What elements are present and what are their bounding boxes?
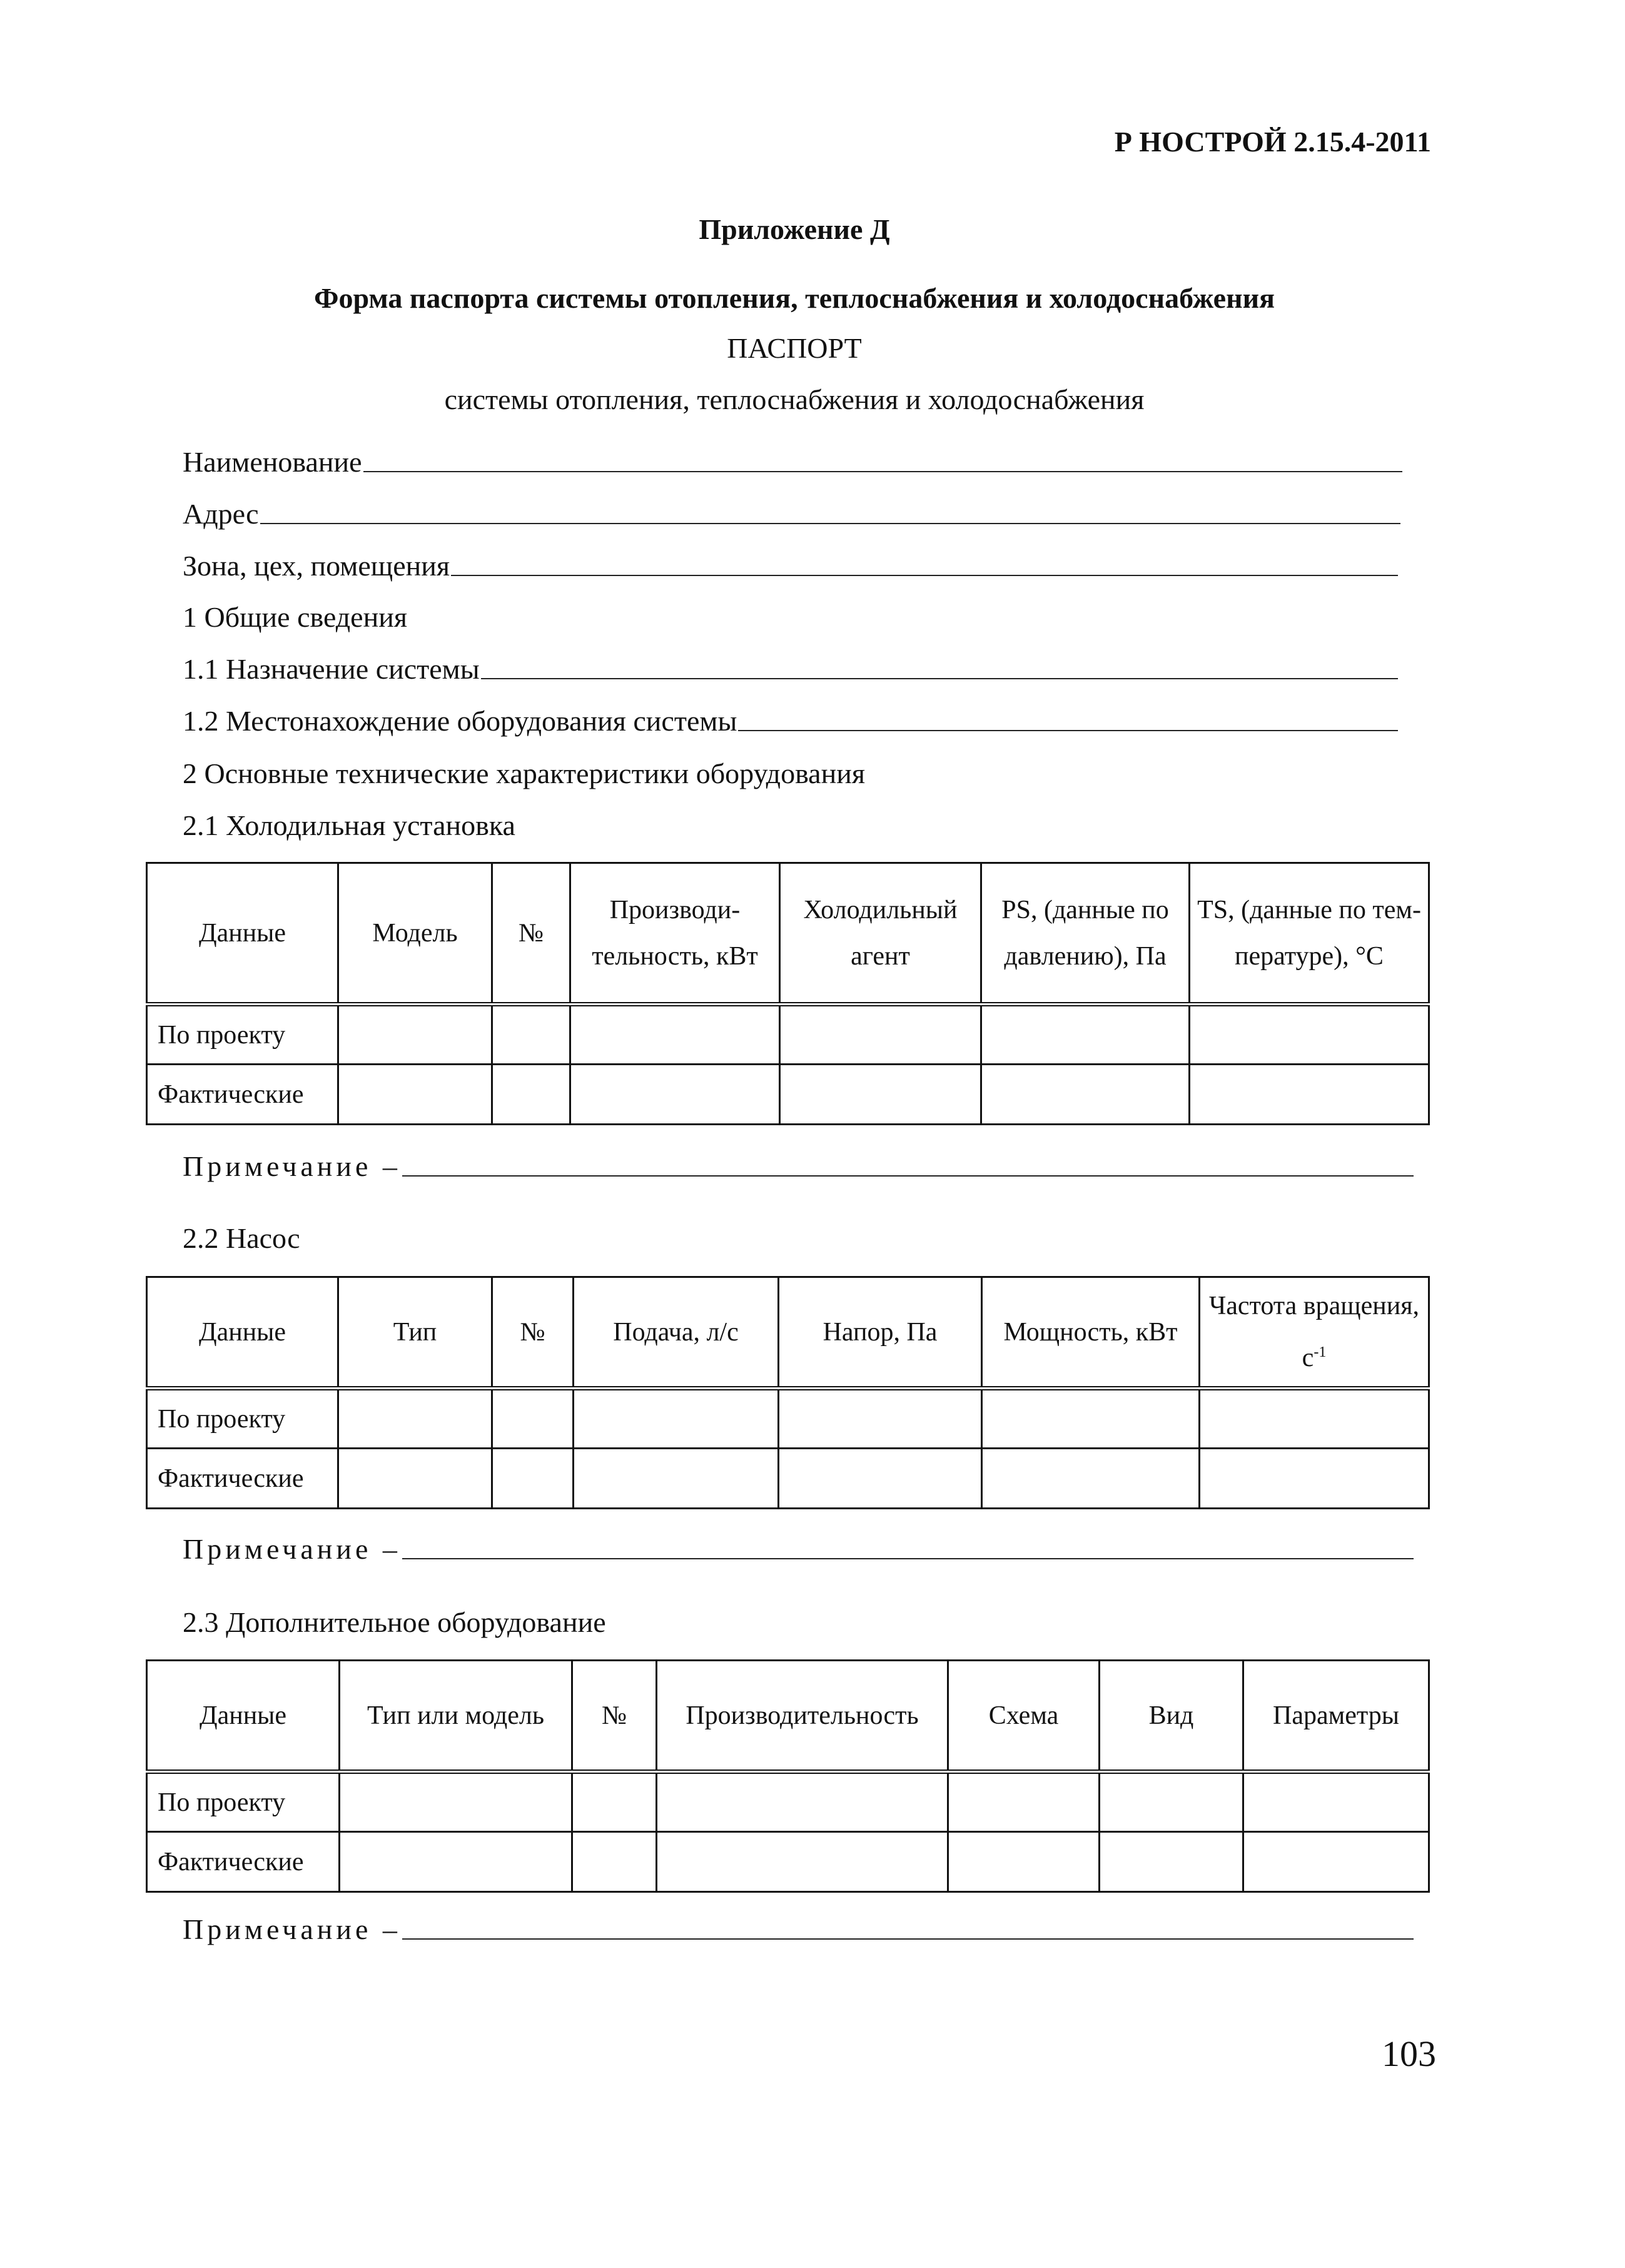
table-cell[interactable]	[657, 1772, 948, 1832]
table-row	[147, 1005, 1429, 1065]
table-cell[interactable]	[1243, 1832, 1429, 1892]
page-number: 103	[1382, 2033, 1436, 2074]
note-label: Примечание –	[183, 1533, 401, 1565]
zone-field	[183, 549, 1398, 582]
table-cell[interactable]	[779, 1389, 982, 1449]
header-cell: Мощность, кВт	[982, 1277, 1200, 1389]
header-cell: №	[492, 863, 570, 1005]
header-cell: №	[572, 1661, 657, 1772]
pump-table	[146, 1276, 1430, 1509]
purpose-field-line[interactable]	[481, 674, 1398, 679]
table-row	[147, 1389, 1429, 1449]
name-field	[183, 445, 1402, 478]
row-label: Фактические	[147, 1832, 340, 1892]
row-label: По проекту	[147, 1005, 338, 1065]
note-label: Примечание –	[183, 1913, 401, 1945]
table-cell[interactable]	[572, 1772, 657, 1832]
table-cell[interactable]	[338, 1065, 492, 1125]
table-cell[interactable]	[338, 1449, 492, 1509]
document-code: Р НОСТРОЙ 2.15.4-2011	[1114, 126, 1431, 158]
form-title: Форма паспорта системы отопления, теплоснабжения и холодоснабжения	[314, 282, 1275, 314]
table-cell[interactable]	[1200, 1389, 1429, 1449]
zone-field-line[interactable]	[451, 571, 1398, 576]
table-cell[interactable]	[780, 1065, 981, 1125]
table-cell[interactable]	[780, 1005, 981, 1065]
location-field-line[interactable]	[738, 726, 1398, 731]
purpose-field	[183, 652, 1398, 686]
header-cell: TS, (данные по тем-пературе), °С	[1190, 863, 1429, 1005]
table-cell[interactable]	[1243, 1772, 1429, 1832]
header-cell: Вид	[1100, 1661, 1243, 1772]
table-cell[interactable]	[982, 1389, 1200, 1449]
header-cell: Тип	[338, 1277, 492, 1389]
table-header-row	[147, 863, 1429, 1005]
header-cell: Производительность	[657, 1661, 948, 1772]
note-3	[183, 1913, 1414, 1946]
location-field-label: 1.2 Местонахождение оборудования системы	[183, 705, 737, 737]
table-cell[interactable]	[574, 1389, 779, 1449]
freq-exponent: -1	[1314, 1344, 1327, 1360]
row-label: По проекту	[147, 1389, 338, 1449]
header-cell: Модель	[338, 863, 492, 1005]
table1-title: 2.1 Холодильная установка	[183, 809, 515, 841]
header-cell: Производи-тельность, кВт	[570, 863, 780, 1005]
purpose-field-label: 1.1 Назначение системы	[183, 653, 480, 685]
table-cell[interactable]	[570, 1065, 780, 1125]
passport-subtitle: системы отопления, теплоснабжения и холодоснабжения	[444, 383, 1145, 415]
table-header-row	[147, 1661, 1429, 1772]
table2-title: 2.2 Насос	[183, 1222, 300, 1254]
table-cell[interactable]	[1100, 1772, 1243, 1832]
table-cell[interactable]	[948, 1832, 1100, 1892]
header-cell: PS, (данные по давлению), Па	[981, 863, 1190, 1005]
header-cell: Данные	[147, 1661, 340, 1772]
header-cell: Тип или модель	[340, 1661, 572, 1772]
name-field-line[interactable]	[363, 467, 1402, 472]
table-cell[interactable]	[338, 1389, 492, 1449]
address-field-label: Адрес	[183, 498, 259, 530]
name-field-label: Наименование	[183, 446, 362, 478]
header-cell: Схема	[948, 1661, 1100, 1772]
table-row	[147, 1065, 1429, 1125]
header-cell: Данные	[147, 863, 338, 1005]
table-cell[interactable]	[1200, 1449, 1429, 1509]
table-cell[interactable]	[574, 1449, 779, 1509]
additional-equipment-table	[146, 1659, 1430, 1893]
refrigeration-table	[146, 862, 1430, 1125]
header-cell: Подача, л/с	[574, 1277, 779, 1389]
note-2	[183, 1532, 1414, 1566]
table-cell[interactable]	[657, 1832, 948, 1892]
table-row	[147, 1449, 1429, 1509]
table-cell[interactable]	[340, 1832, 572, 1892]
header-cell: Напор, Па	[779, 1277, 982, 1389]
table-cell[interactable]	[948, 1772, 1100, 1832]
header-cell: Параметры	[1243, 1661, 1429, 1772]
note-label: Примечание –	[183, 1150, 401, 1182]
header-cell	[1200, 1277, 1429, 1389]
table-row	[147, 1772, 1429, 1832]
table3-title: 2.3 Дополнительное оборудование	[183, 1606, 606, 1638]
table-cell[interactable]	[1190, 1005, 1429, 1065]
table-cell[interactable]	[492, 1005, 570, 1065]
row-label: Фактические	[147, 1065, 338, 1125]
section2-title: 2 Основные технические характеристики оборудования	[183, 757, 865, 789]
table-cell[interactable]	[492, 1065, 570, 1125]
note-line[interactable]	[402, 1554, 1414, 1559]
row-label: Фактические	[147, 1449, 338, 1509]
table-cell[interactable]	[981, 1005, 1190, 1065]
table-cell[interactable]	[340, 1772, 572, 1832]
passport-title: ПАСПОРТ	[727, 332, 862, 364]
note-1	[183, 1150, 1414, 1183]
table-cell[interactable]	[570, 1005, 780, 1065]
table-cell[interactable]	[1190, 1065, 1429, 1125]
note-line[interactable]	[402, 1935, 1414, 1940]
row-label: По проекту	[147, 1772, 340, 1832]
address-field	[183, 497, 1400, 530]
header-cell: №	[492, 1277, 574, 1389]
header-cell: Холодильный агент	[780, 863, 981, 1005]
note-line[interactable]	[402, 1172, 1414, 1177]
table-cell[interactable]	[338, 1005, 492, 1065]
appendix-title: Приложение Д	[699, 213, 890, 245]
table-row	[147, 1832, 1429, 1892]
header-cell: Данные	[147, 1277, 338, 1389]
table-cell[interactable]	[982, 1449, 1200, 1509]
table-cell[interactable]	[779, 1449, 982, 1509]
freq-label: Частота вращения, с	[1208, 1292, 1420, 1372]
location-field	[183, 704, 1398, 737]
table-cell[interactable]	[492, 1389, 574, 1449]
table-cell[interactable]	[572, 1832, 657, 1892]
zone-field-label: Зона, цех, помещения	[183, 550, 450, 582]
table-cell[interactable]	[981, 1065, 1190, 1125]
table-cell[interactable]	[1100, 1832, 1243, 1892]
table-header-row	[147, 1277, 1429, 1389]
section1-title: 1 Общие сведения	[183, 601, 407, 633]
address-field-line[interactable]	[260, 519, 1400, 524]
table-cell[interactable]	[492, 1449, 574, 1509]
